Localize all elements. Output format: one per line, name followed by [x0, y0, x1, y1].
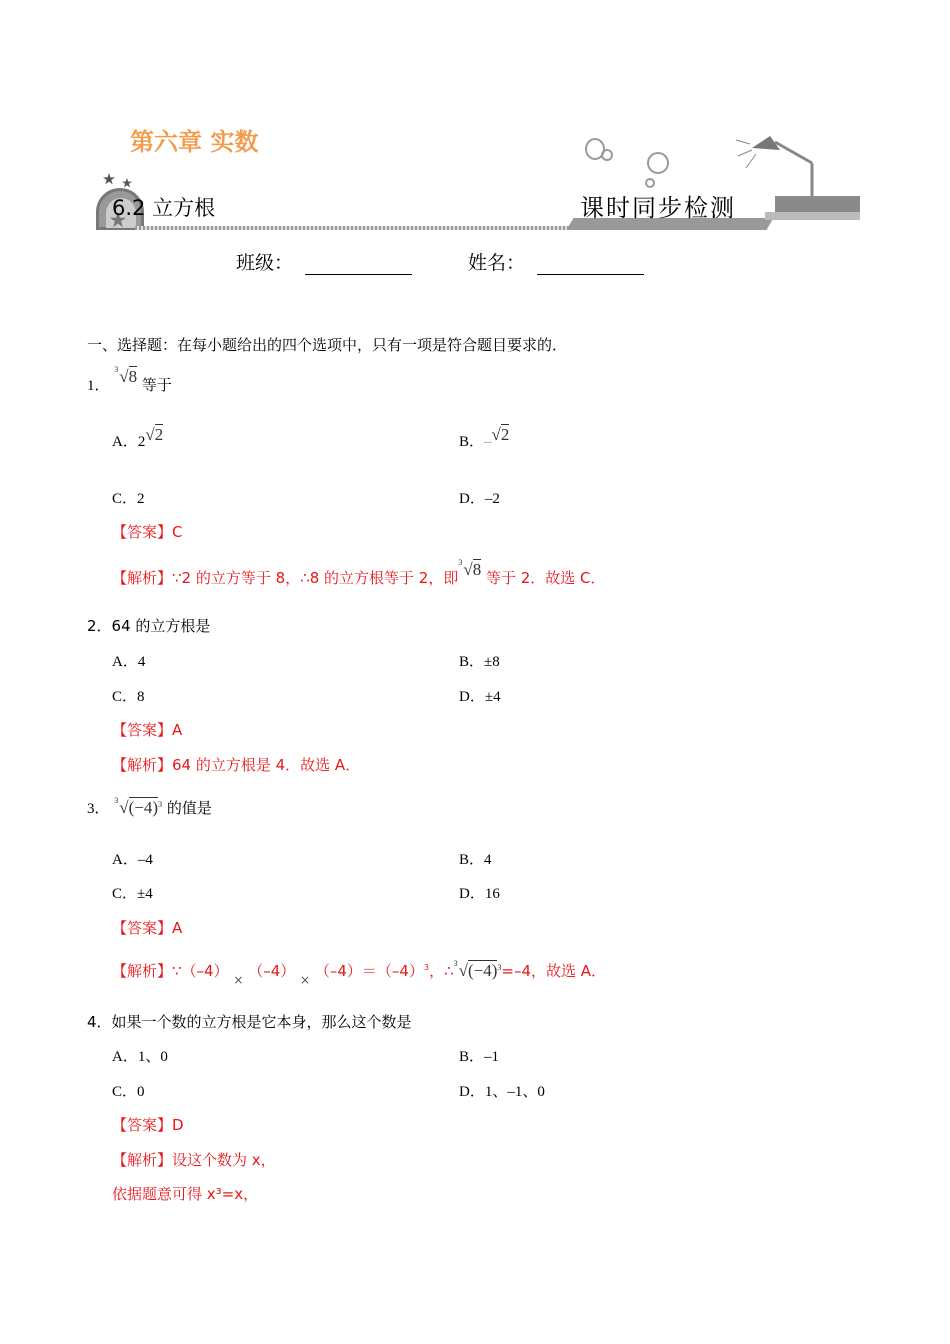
option-label: D． — [459, 491, 485, 507]
radicand: 2 — [154, 425, 164, 444]
option-b — [459, 1045, 499, 1066]
analysis: 【解析】设这个数为 x， — [112, 1151, 276, 1169]
cube-root: $3√(-4)^3$ — [114, 796, 163, 817]
option-a — [112, 650, 145, 671]
root-index: 3 — [114, 796, 119, 805]
option-text: 1、–1、0 — [484, 1084, 545, 1100]
analysis-text: （–4） — [248, 962, 296, 980]
option-label: B． — [459, 434, 485, 450]
analysis-text: 【解析】∵（–4） — [112, 962, 229, 980]
cube-root: 3√8 — [114, 365, 138, 386]
option-text: ±4 — [484, 689, 501, 705]
option-label: A． — [112, 654, 138, 670]
bubble-icon — [601, 149, 613, 161]
option-text: 1、0 — [137, 1049, 168, 1065]
analysis-text: 【解析】∵2 的立方等于 8，∴8 的立方根等于 2，即 — [112, 569, 459, 587]
radicand: 8 — [472, 560, 482, 579]
class-field[interactable] — [236, 248, 412, 275]
analysis-text: （–4）＝（–4） — [314, 962, 424, 980]
option-label: D． — [459, 886, 485, 902]
radicand: 2 — [500, 425, 510, 444]
stem-text: 等于 — [141, 376, 172, 394]
option-label: B． — [459, 1049, 485, 1065]
option-d — [459, 1080, 545, 1101]
analysis-line-2: 依据题意可得 x³=x， — [112, 1185, 259, 1203]
option-label: A． — [112, 434, 138, 450]
option-text: ±8 — [484, 654, 500, 670]
star-icon — [103, 173, 115, 185]
option-text: ±4 — [137, 886, 153, 902]
option-text: 8 — [137, 689, 145, 705]
answer: 【答案】A — [112, 721, 183, 739]
stem-text: 的值是 — [166, 799, 212, 817]
option-text: 0 — [137, 1084, 145, 1100]
analysis-text: 等于 2．故选 C． — [485, 569, 606, 587]
option-text: –1 — [484, 1049, 500, 1065]
class-blank[interactable] — [305, 254, 412, 275]
exponent: 3 — [497, 963, 502, 972]
option-label: C． — [112, 886, 138, 902]
option-a — [112, 1045, 168, 1066]
option-a — [112, 425, 164, 451]
banner-divider — [135, 226, 595, 230]
section-instructions: 一、选择题：在每小题给出的四个选项中，只有一项是符合题目要求的． — [87, 336, 568, 354]
option-b — [459, 848, 492, 869]
root-index: 3 — [458, 558, 463, 567]
exponent: 3 — [158, 800, 163, 809]
times-sign: × — [233, 973, 244, 987]
exponent: 3 — [423, 963, 430, 972]
question-2-stem: 2．64 的立方根是 — [87, 617, 211, 635]
name-blank[interactable] — [537, 254, 644, 275]
square-root: √2 — [145, 425, 164, 444]
option-coef: – — [484, 434, 492, 450]
option-c — [112, 685, 145, 706]
option-c — [112, 882, 153, 903]
option-b — [459, 425, 510, 451]
analysis — [112, 959, 607, 987]
answer: 【答案】C — [112, 523, 183, 541]
option-label: C． — [112, 1084, 138, 1100]
option-c — [112, 487, 145, 508]
radicand: (−4) — [128, 798, 159, 817]
analysis-text: ，∴ — [429, 962, 454, 980]
desk-lamp-icon — [730, 130, 820, 200]
option-label: C． — [112, 689, 138, 705]
option-text: –4 — [137, 852, 153, 868]
analysis-text: =–4，故选 A． — [501, 962, 607, 980]
question-3-stem — [87, 797, 212, 818]
section-title: 6.2 立方根 — [112, 196, 216, 220]
series-title: 课时同步检测 — [580, 194, 736, 222]
answer: 【答案】A — [112, 919, 183, 937]
name-field[interactable] — [468, 248, 644, 275]
times-sign: × — [300, 973, 311, 987]
option-d — [459, 685, 501, 706]
option-c — [112, 1080, 145, 1101]
option-coef: 2 — [137, 434, 146, 450]
radicand: (−4) — [467, 961, 498, 980]
option-label: D． — [459, 1084, 485, 1100]
question-1-stem — [87, 365, 172, 395]
option-label: A． — [112, 852, 138, 868]
answer: 【答案】D — [112, 1116, 184, 1134]
option-a — [112, 848, 153, 869]
option-label: D． — [459, 689, 485, 705]
option-text: 2 — [137, 491, 145, 507]
bubble-icon — [647, 152, 669, 174]
analysis — [112, 558, 606, 588]
banner-shelf — [765, 212, 860, 220]
class-label: 班级： — [236, 252, 294, 274]
question-number: 1． — [87, 378, 110, 394]
question-4-stem: 4．如果一个数的立方根是它本身，那么这个数是 — [87, 1013, 412, 1031]
question-number: 3． — [87, 801, 110, 817]
option-text: –2 — [484, 491, 500, 507]
root-index: 3 — [453, 959, 458, 968]
cube-root: 3√8 — [458, 558, 482, 579]
option-text: 4 — [137, 654, 146, 670]
root-index: 3 — [114, 365, 119, 374]
square-root: √2 — [491, 425, 510, 444]
option-label: B． — [459, 852, 485, 868]
analysis: 【解析】64 的立方根是 4．故选 A． — [112, 756, 361, 774]
option-label: A． — [112, 1049, 138, 1065]
chapter-title: 第六章 实数 — [130, 128, 259, 156]
option-d — [459, 882, 500, 903]
radicand: 8 — [128, 367, 138, 386]
option-b — [459, 650, 500, 671]
star-icon — [122, 178, 132, 188]
option-d — [459, 487, 500, 508]
option-label: C． — [112, 491, 138, 507]
bubble-icon — [645, 178, 655, 188]
cube-root: $3√(-4)^3$ — [453, 959, 502, 980]
option-text: 16 — [484, 886, 500, 902]
option-text: 4 — [484, 852, 492, 868]
name-label: 姓名： — [468, 252, 526, 274]
option-label: B． — [459, 654, 485, 670]
